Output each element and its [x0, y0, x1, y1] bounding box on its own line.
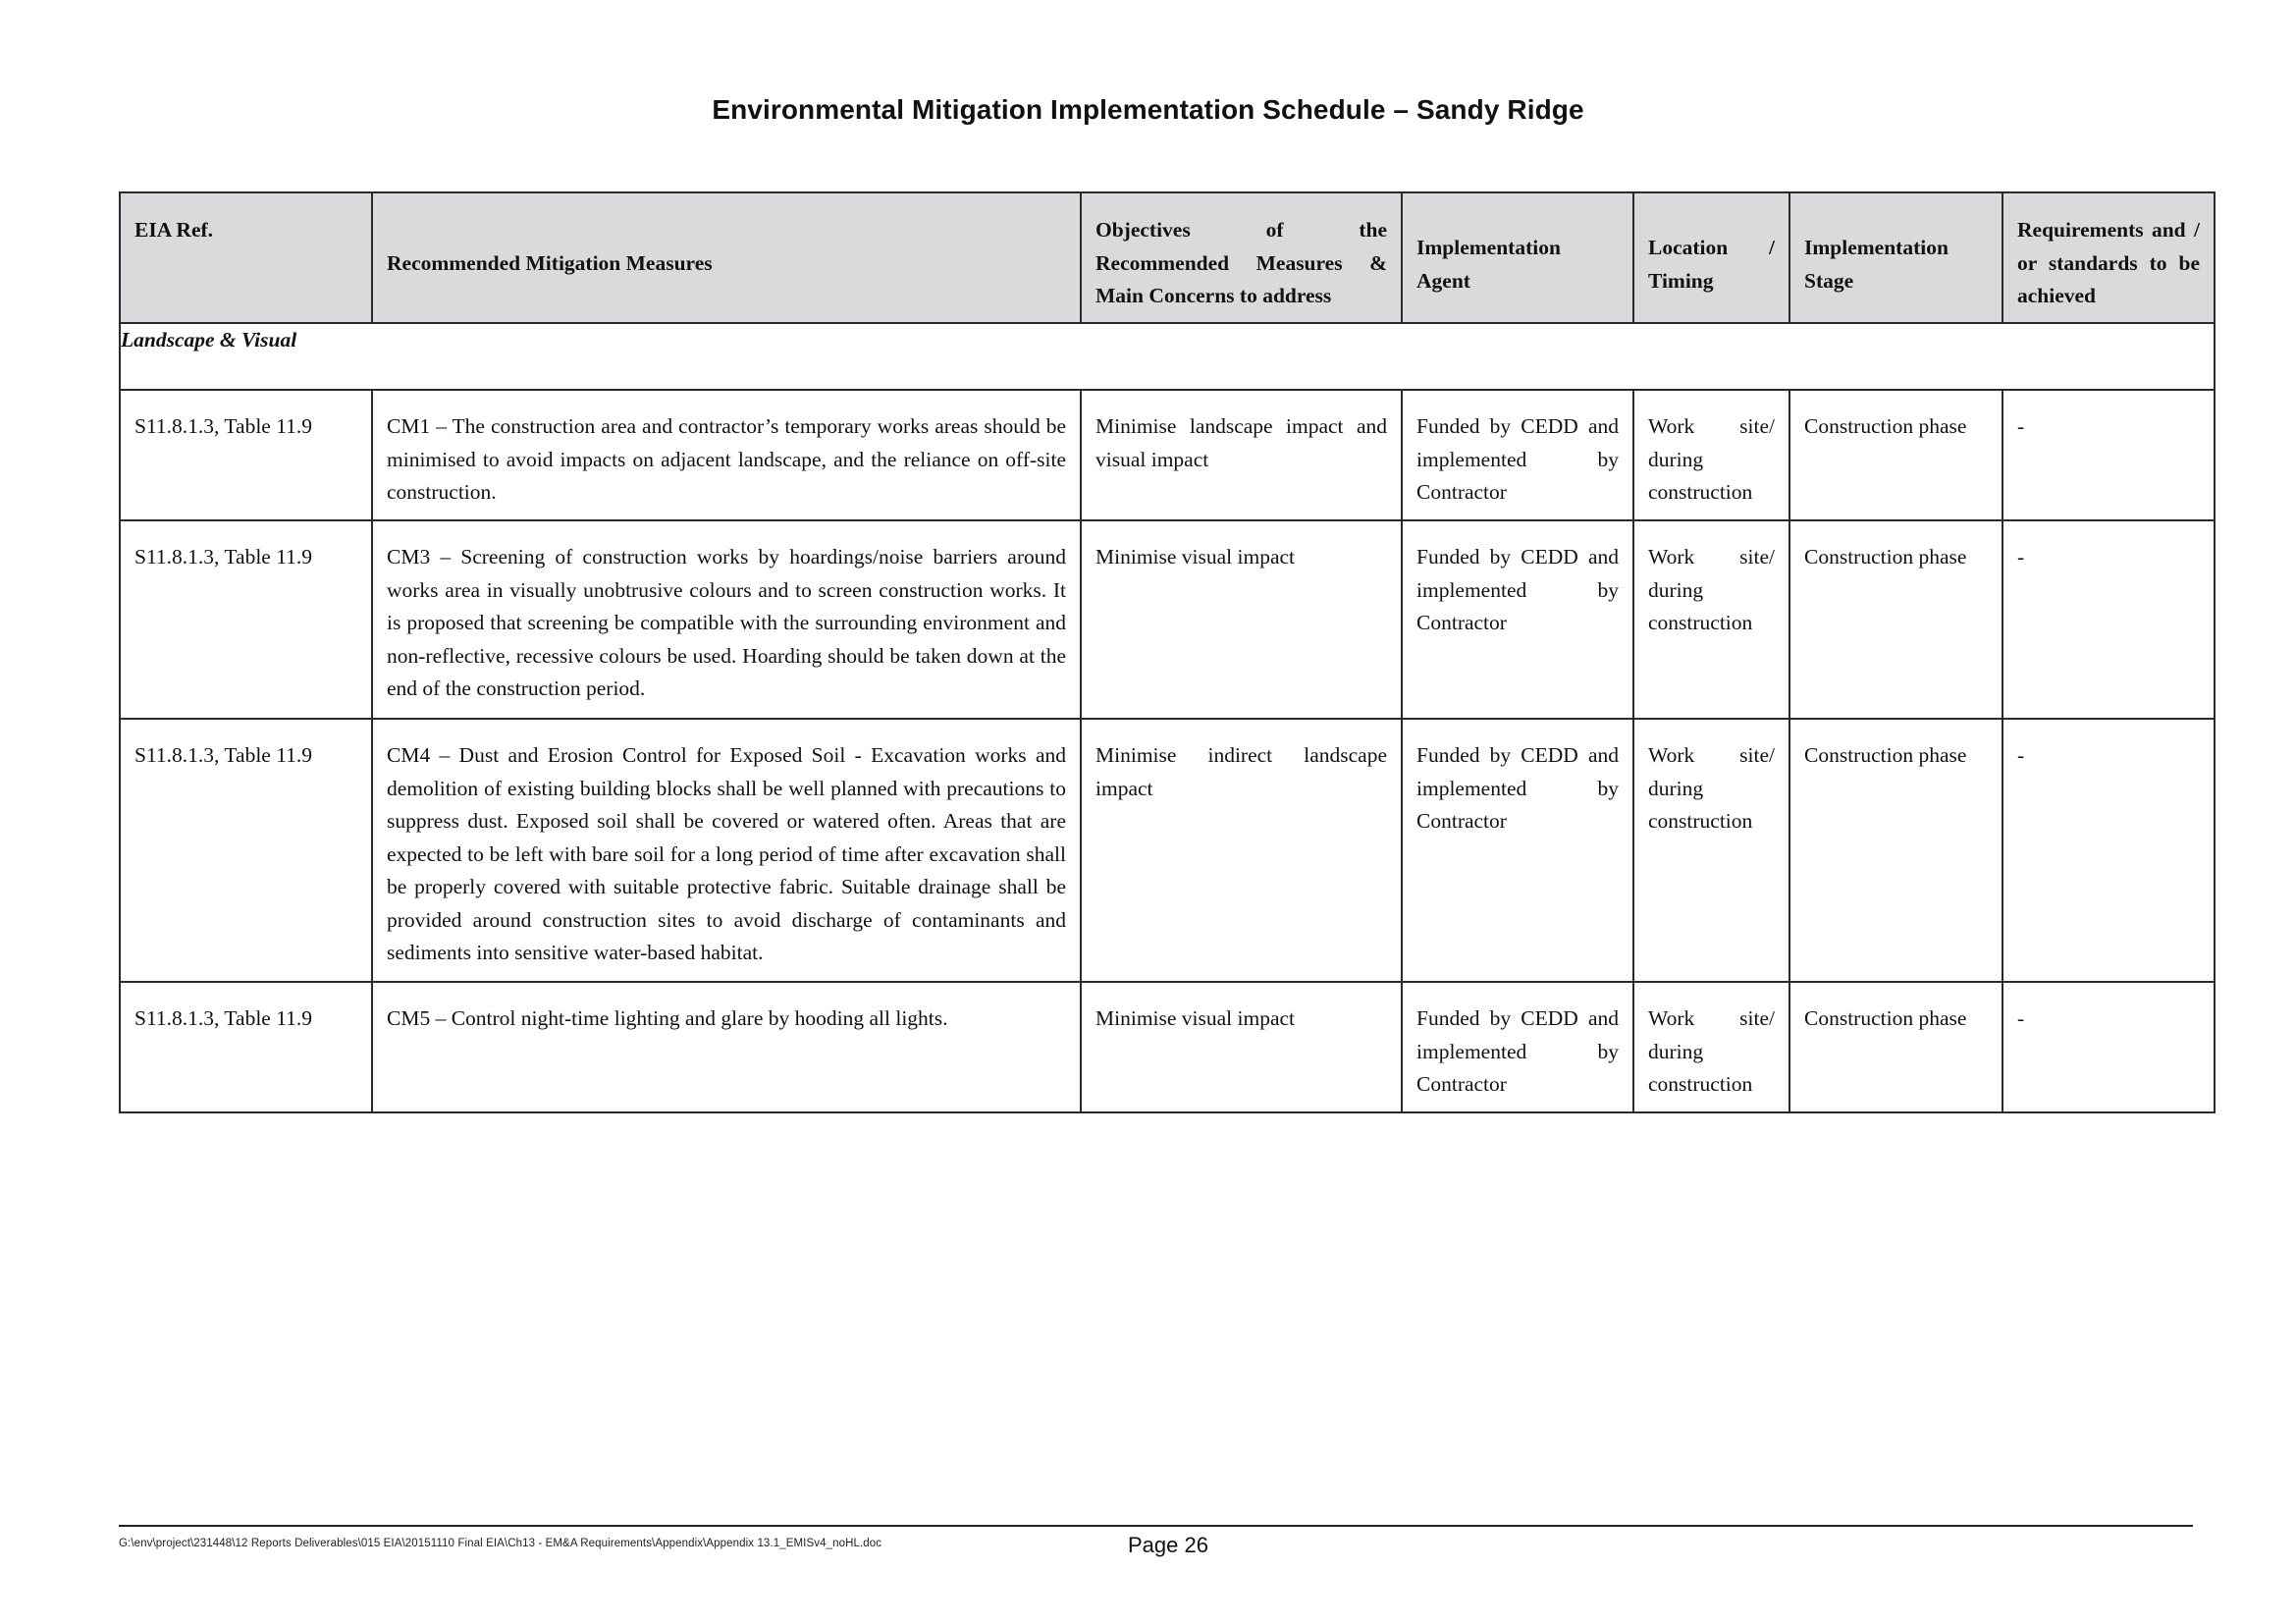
header-objectives-word: &: [1369, 250, 1387, 275]
header-objectives: [1081, 192, 1402, 323]
cell-objective: Minimise visual impact: [1095, 545, 1296, 568]
cell-location: Work site/ during construction: [1648, 414, 1775, 504]
cell-measure: CM3 – Screening of construction works by hoardings/noise barriers around works area in visually unobtrusive colours and to screen construction works. It is proposed that screening be compatible with the surrounding environment and non-reflective, recessive colours be used. Hoarding should be taken down at the end of the construction period.: [387, 545, 1066, 700]
table-header-row: [120, 192, 2215, 323]
mitigation-schedule-table: [119, 191, 2216, 1113]
footer-divider: [119, 1525, 2193, 1527]
header-objectives-word: the: [1359, 218, 1387, 242]
cell-objective: Minimise visual impact: [1095, 1006, 1296, 1030]
cell-measure: CM1 – The construction area and contractor’s temporary works areas should be minimised to avoid impacts on adjacent landscape, and the reliance on off-site construction.: [387, 414, 1066, 504]
header-eia-ref: EIA Ref.: [120, 192, 372, 323]
cell-stage: Construction phase: [1804, 743, 1967, 767]
header-objectives-word: Objectives: [1095, 218, 1191, 242]
cell-eia-ref: S11.8.1.3, Table 11.9: [134, 743, 313, 767]
cell-agent: Funded by CEDD and implemented by Contractor: [1416, 743, 1619, 833]
table-row: [120, 390, 2215, 520]
header-objectives-word: of: [1265, 218, 1284, 242]
cell-stage: Construction phase: [1804, 414, 1967, 438]
header-requirements: Requirements and / or standards to be achieved: [2002, 192, 2215, 323]
cell-agent: Funded by CEDD and implemented by Contractor: [1416, 1006, 1619, 1096]
header-objectives-word: Measures: [1255, 250, 1343, 275]
page-title: Environmental Mitigation Implementation Schedule – Sandy Ridge: [712, 94, 1584, 125]
cell-location: Work site/ during construction: [1648, 1006, 1775, 1096]
cell-stage: Construction phase: [1804, 1006, 1967, 1030]
header-agent: Implementation Agent: [1402, 192, 1633, 323]
cell-objective: Minimise landscape impact and visual impact: [1095, 414, 1387, 471]
cell-agent: Funded by CEDD and implemented by Contractor: [1416, 545, 1619, 634]
cell-measure: CM5 – Control night-time lighting and glare by hooding all lights.: [387, 1006, 948, 1030]
cell-agent: Funded by CEDD and implemented by Contractor: [1416, 414, 1619, 504]
header-objectives-word: Recommended: [1095, 250, 1230, 275]
header-location-line2: Timing: [1648, 268, 1714, 293]
cell-requirements: -: [2017, 1006, 2025, 1030]
header-measures: Recommended Mitigation Measures: [372, 192, 1081, 323]
cell-stage: Construction phase: [1804, 545, 1967, 568]
cell-eia-ref: S11.8.1.3, Table 11.9: [134, 414, 313, 438]
table-row: [120, 982, 2215, 1112]
cell-objective: Minimise indirect landscape impact: [1095, 743, 1387, 800]
section-row: [120, 323, 2215, 390]
table-row: [120, 719, 2215, 982]
table-row: [120, 520, 2215, 719]
header-location: [1633, 192, 1789, 323]
header-location-word: Location: [1648, 236, 1729, 259]
cell-requirements: -: [2017, 414, 2025, 438]
cell-measure: CM4 – Dust and Erosion Control for Exposed Soil - Excavation works and demolition of existing building blocks shall be well planned with precautions to suppress dust. Exposed soil shall be covered or watered often. Areas that are expected to be left with bare soil for a long period of time after excavation shall be properly covered with suitable protective fabric. Suitable drainage shall be provided around construction sites to avoid discharge of contaminants and sediments into sensitive water-based habitat.: [387, 743, 1066, 964]
section-label: Landscape & Visual: [120, 323, 2215, 390]
cell-location: Work site/ during construction: [1648, 545, 1775, 634]
footer-file-path: G:\env\project\231448\12 Reports Deliverables\015 EIA\20151110 Final EIA\Ch13 - EM&A Requirements\Appendix\Appendix 13.1_EMISv4_noHL.doc: [119, 1538, 882, 1549]
cell-location: Work site/ during construction: [1648, 743, 1775, 833]
header-location-word: /: [1769, 236, 1775, 259]
cell-requirements: -: [2017, 545, 2025, 568]
cell-eia-ref: S11.8.1.3, Table 11.9: [134, 1006, 313, 1030]
page-number: Page 26: [1128, 1533, 1208, 1557]
header-objectives-line3: Main Concerns to address: [1095, 284, 1332, 307]
cell-requirements: -: [2017, 743, 2025, 767]
cell-eia-ref: S11.8.1.3, Table 11.9: [134, 545, 313, 568]
header-stage: Implementation Stage: [1789, 192, 2002, 323]
